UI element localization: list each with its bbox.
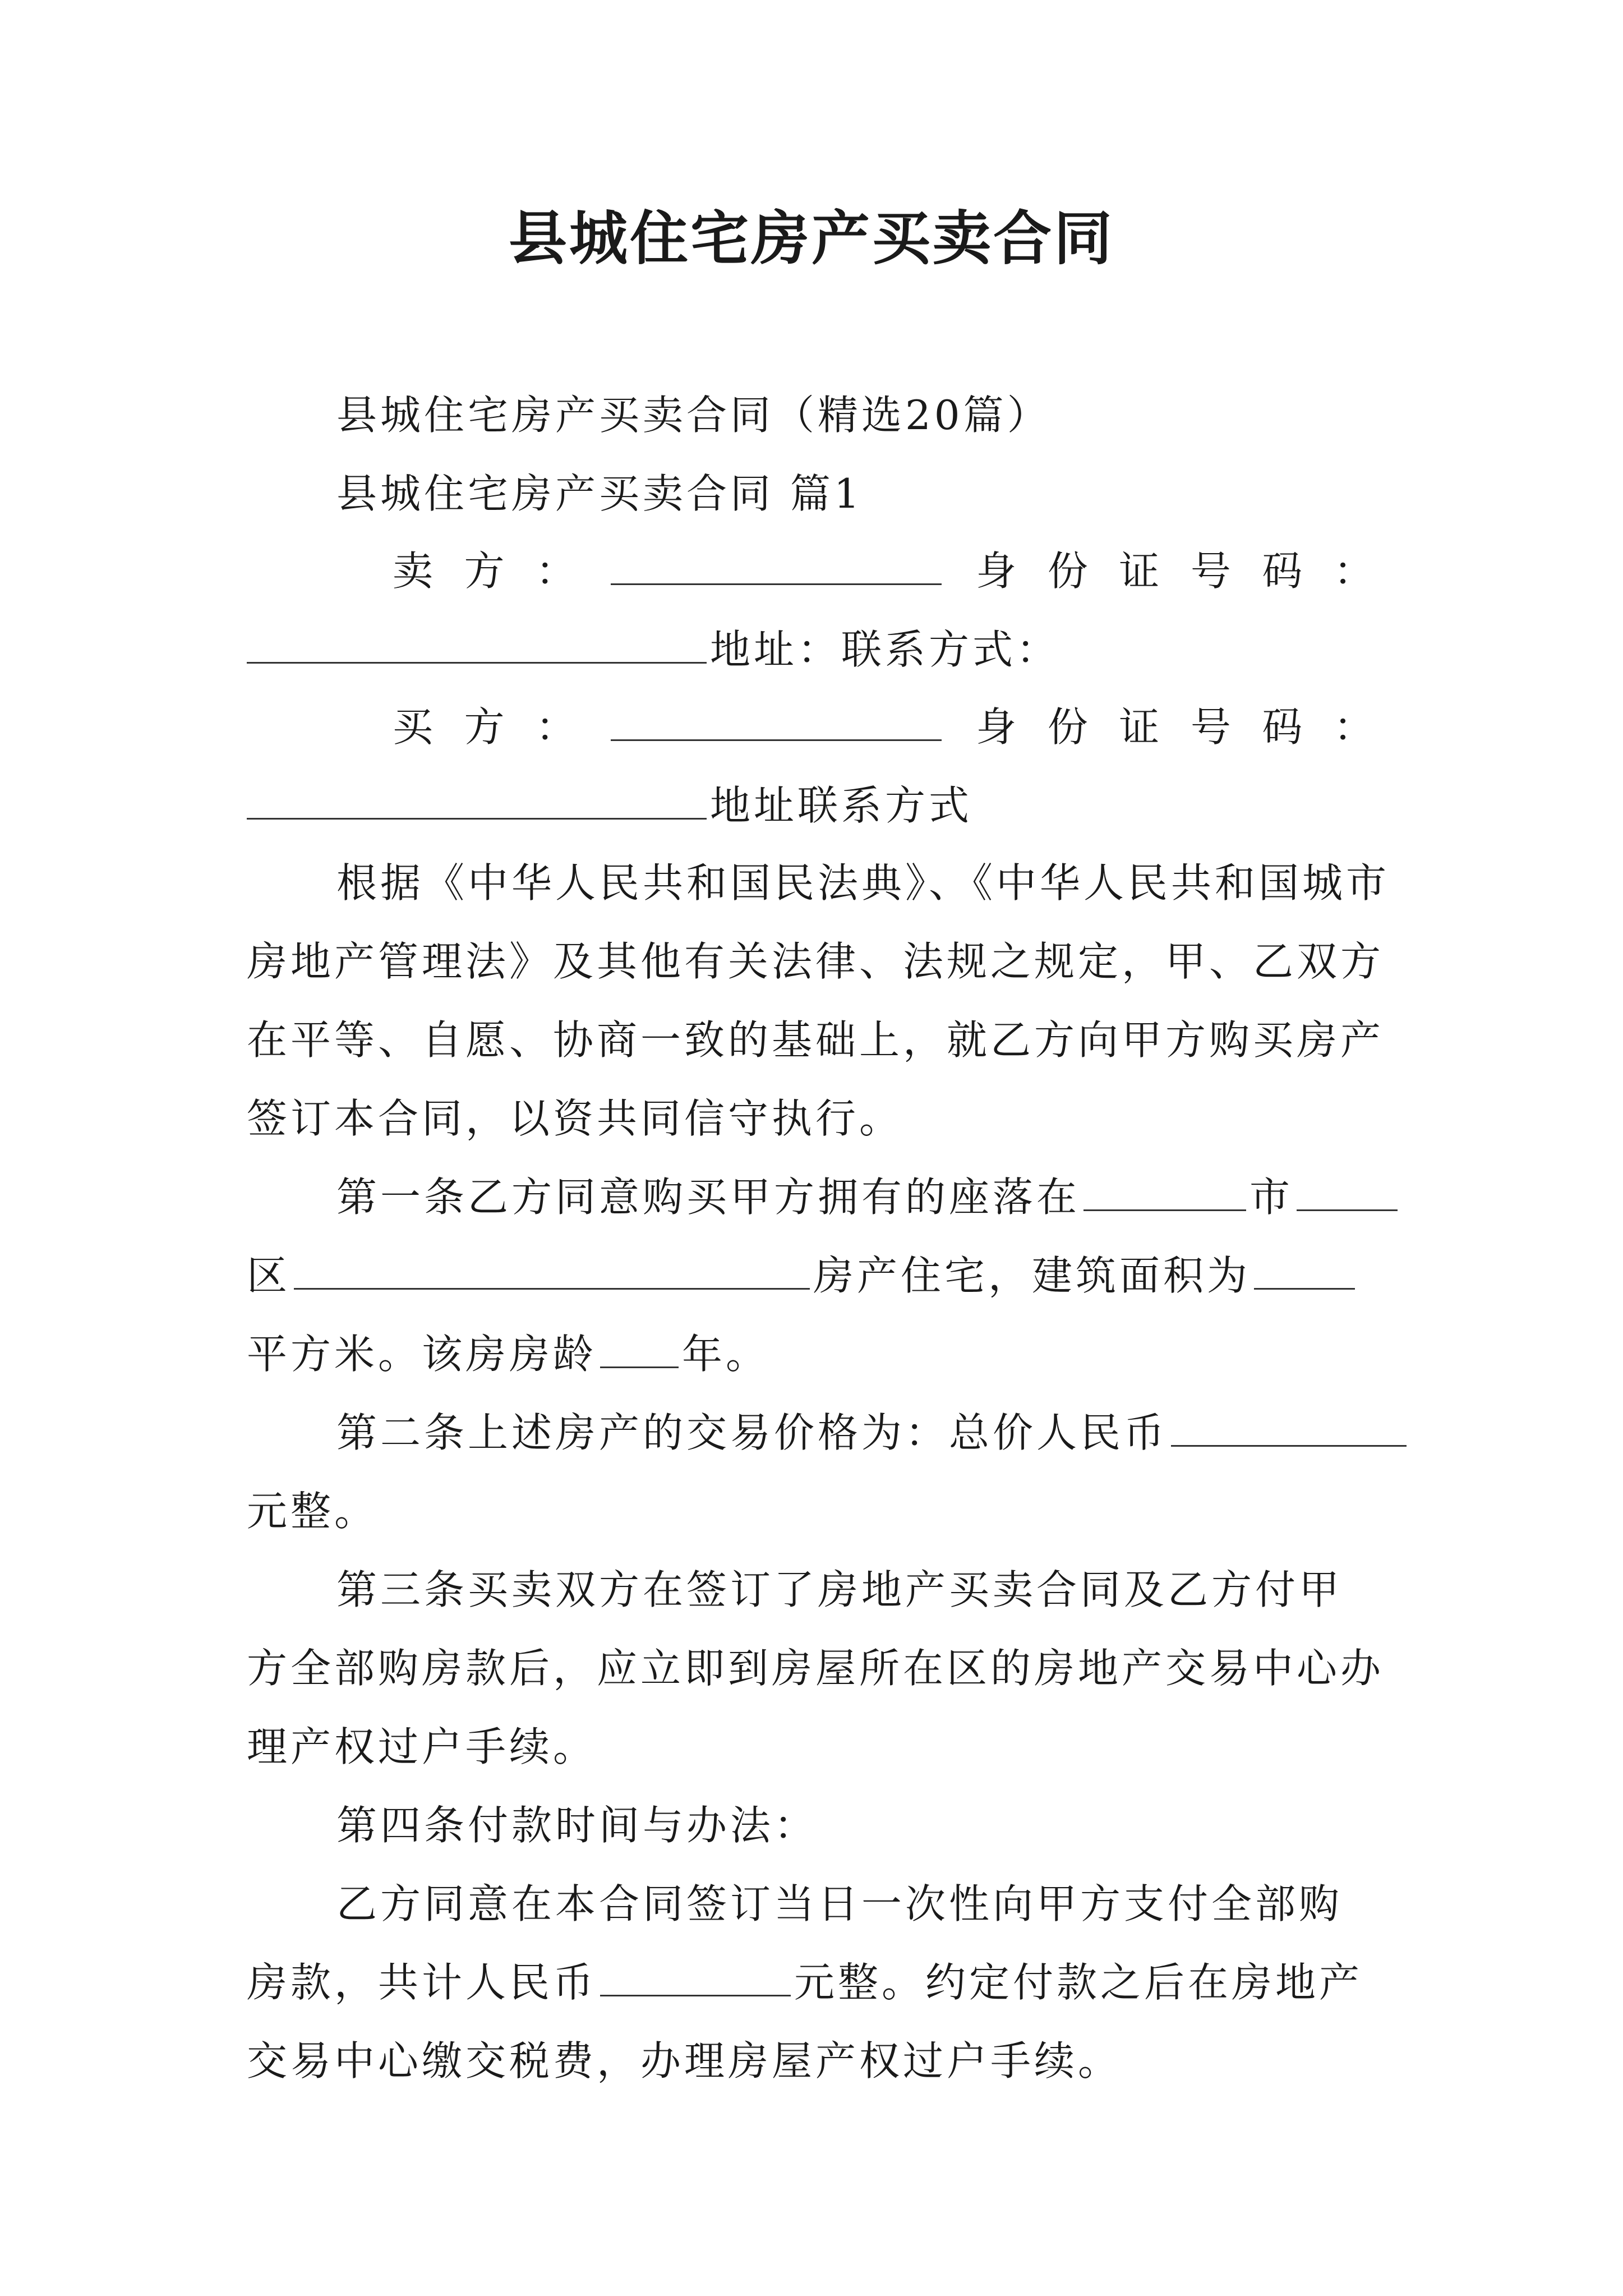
art3-line: 第三条买卖双方在签订了房地产买卖合同及乙方付甲 — [336, 1566, 1343, 1613]
id-label-char: ： — [1333, 547, 1374, 595]
area-blank — [1254, 1248, 1355, 1290]
id-label-char: 号 — [1190, 703, 1231, 751]
id-label-char: 身 — [976, 547, 1017, 595]
district-blank-1 — [1297, 1169, 1398, 1211]
art1-district: 区 — [247, 1252, 291, 1299]
art2-line1 — [336, 1405, 1410, 1461]
art3-line: 理产权过户手续。 — [247, 1723, 597, 1770]
buyer-label-char: ： — [536, 703, 577, 751]
seller-label-char: ： — [536, 547, 577, 595]
para1-line: 根据《中华人民共和国民法典》、《中华人民共和国城市 — [336, 859, 1390, 907]
para1-line: 签订本合同，以资共同信守执行。 — [247, 1095, 903, 1142]
art2-text: 第二条上述房产的交易价格为：总价人民币 — [336, 1409, 1168, 1456]
buyer-address-contact: 地址联系方式 — [710, 782, 973, 829]
art1-line2 — [247, 1248, 1358, 1304]
id-label-char: ： — [1333, 703, 1374, 751]
city-blank — [1083, 1169, 1246, 1211]
para1-line: 在平等、自愿、协商一致的基础上，就乙方向甲方购买房产 — [247, 1016, 1385, 1064]
buyer-label-char: 方 — [464, 703, 505, 751]
id-label-char: 证 — [1119, 547, 1160, 595]
payment-blank — [600, 1954, 791, 1996]
id-label-char: 份 — [1047, 703, 1088, 751]
seller-label-char: 卖 — [393, 547, 434, 595]
house-age-blank — [600, 1326, 679, 1368]
section-heading: 县城住宅房产买卖合同 篇1 — [336, 470, 863, 517]
address-blank — [294, 1248, 810, 1290]
art2-tail: 元整。 — [247, 1488, 379, 1535]
id-label-char: 号 — [1190, 547, 1231, 595]
seller-id-blank — [247, 622, 707, 664]
seller-address-line — [247, 622, 1060, 678]
buyer-id-blank — [247, 777, 707, 820]
art1-area-unit: 平方米。该房房龄 — [247, 1331, 597, 1378]
buyer-label-char: 买 — [393, 703, 434, 751]
art3-line: 方全部购房款后，应立即到房屋所在区的房地产交易中心办 — [247, 1645, 1385, 1692]
art4-line2-a: 房款，共计人民币 — [247, 1959, 597, 2006]
para1-line: 房地产管理法》及其他有关法律、法规之规定，甲、乙双方 — [247, 938, 1385, 985]
seller-address-contact: 地址：联系方式： — [710, 626, 1061, 673]
id-label-char: 身 — [976, 703, 1017, 751]
price-blank — [1171, 1405, 1407, 1447]
art1-year: 年。 — [682, 1331, 770, 1378]
subtitle: 县城住宅房产买卖合同（精选20篇） — [336, 392, 1051, 439]
art1-line3 — [247, 1326, 769, 1382]
id-label-char: 码 — [1262, 547, 1303, 595]
seller-name-blank — [611, 543, 942, 585]
art1-line1 — [336, 1169, 1401, 1225]
art4-line2 — [247, 1954, 1363, 2010]
buyer-address-line — [247, 777, 972, 834]
seller-label-char: 方 — [464, 547, 505, 595]
art1-city: 市 — [1249, 1174, 1294, 1221]
document-title: 县城住宅房产买卖合同 — [508, 204, 1114, 273]
id-label-char: 码 — [1262, 703, 1303, 751]
id-label-char: 份 — [1047, 547, 1088, 595]
art4-line3: 交易中心缴交税费，办理房屋产权过户手续。 — [247, 2037, 1122, 2085]
id-label-char: 证 — [1119, 703, 1160, 751]
art1-house: 房产住宅，建筑面积为 — [813, 1252, 1251, 1299]
art1-part1: 第一条乙方同意购买甲方拥有的座落在 — [336, 1174, 1081, 1221]
art4-line2-b: 元整。约定付款之后在房地产 — [794, 1959, 1363, 2006]
buyer-name-blank — [611, 699, 942, 741]
buyer-line — [393, 699, 1374, 755]
art4-line1: 乙方同意在本合同签订当日一次性向甲方支付全部购 — [336, 1880, 1343, 1927]
seller-line — [393, 543, 1374, 599]
art4-heading: 第四条付款时间与办法： — [336, 1802, 818, 1849]
